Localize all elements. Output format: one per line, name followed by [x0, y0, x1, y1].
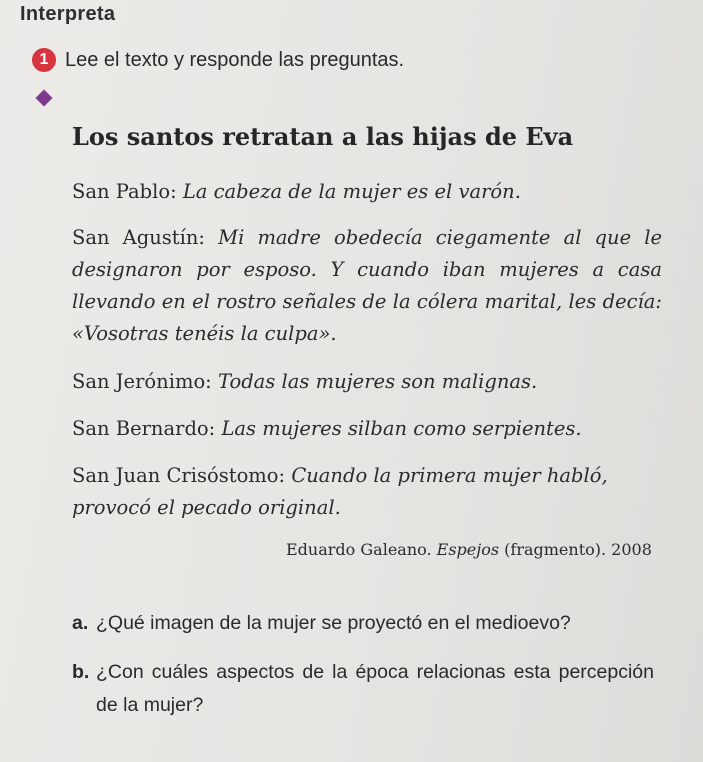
quote-text: Mi madre obedecía ciegamente al que le designaron por esposo. Y cuando iban mujeres a casa llevando en el rostro señales de la cólera marital, les decía: «Vosotras tenéis la culpa». [72, 226, 663, 345]
diamond-marker-icon [36, 90, 53, 107]
question-label: a. [72, 612, 89, 634]
question-a [72, 607, 654, 640]
question-b [72, 656, 654, 722]
question-text: ¿Qué imagen de la mujer se proyectó en el medioevo? [96, 612, 571, 634]
quote-paragraph [72, 366, 662, 398]
quote-speaker: San Pablo: [72, 180, 177, 203]
source-citation [286, 540, 652, 559]
question-label: b. [72, 661, 90, 683]
quote-paragraph [72, 176, 662, 208]
citation-author: Eduardo Galeano. [286, 540, 432, 559]
question-text: ¿Con cuáles aspectos de la época relacionas esta percepción de la mujer? [96, 661, 654, 716]
quote-paragraph [72, 222, 662, 350]
quote-text: Las mujeres silban como serpientes. [221, 417, 582, 440]
quote-speaker: San Agustín: [72, 226, 205, 249]
reading-title: Los santos retratan a las hijas de Eva [72, 122, 574, 151]
quote-paragraph [72, 460, 662, 524]
quote-paragraph [72, 413, 662, 445]
quote-speaker: San Jerónimo: [72, 370, 212, 393]
quote-speaker: San Juan Crisóstomo: [72, 464, 286, 487]
exercise-header [32, 48, 404, 72]
citation-work: Espejos [436, 540, 500, 559]
exercise-instruction: Lee el texto y responde las preguntas. [65, 48, 405, 71]
quote-text: La cabeza de la mujer es el varón. [182, 180, 521, 203]
section-title: Interpreta [20, 3, 116, 25]
quote-speaker: San Bernardo: [72, 417, 216, 440]
quote-text: Cuando la primera mujer habló, provocó el pecado original. [72, 464, 608, 519]
citation-note: (fragmento). 2008 [504, 540, 652, 559]
quote-text: Todas las mujeres son malignas. [217, 370, 538, 393]
exercise-number-badge: 1 [32, 48, 56, 72]
